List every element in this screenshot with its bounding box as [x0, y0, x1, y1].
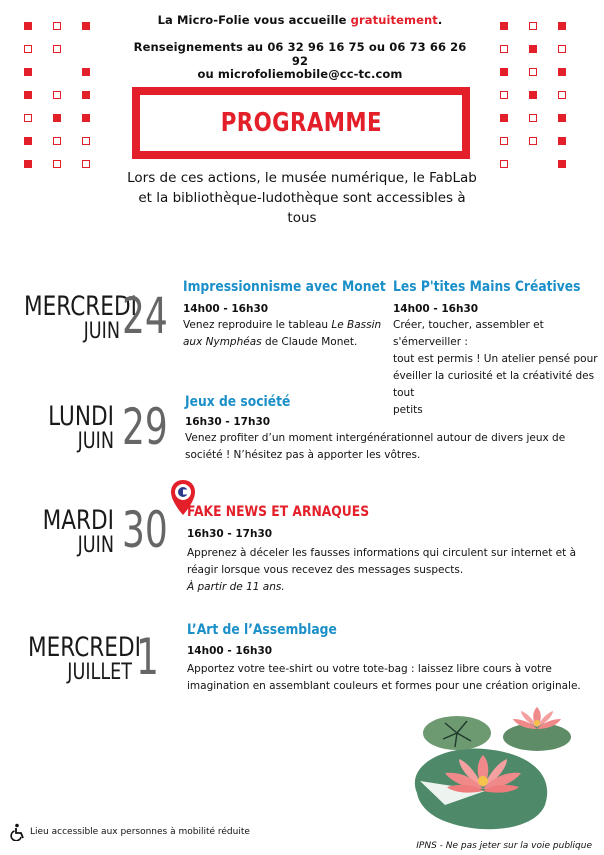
day-name: MARDI [42, 505, 115, 536]
intro-text [120, 168, 484, 228]
square [529, 22, 537, 30]
month-name: JUIN [83, 319, 120, 344]
event-4-title: L’Art de l’Assemblage [187, 622, 337, 638]
event-3-title: FAKE NEWS ET ARNAQUES [187, 504, 370, 520]
desc-line: tout est permis ! Un atelier pensé pour [393, 353, 598, 365]
age-note: À partir de 11 ans. [187, 581, 285, 593]
square [500, 114, 508, 122]
header-line-welcome [130, 13, 470, 27]
square [24, 91, 32, 99]
desc-line: Créer, toucher, assembler et s'émerveiller : [393, 319, 544, 348]
desc-line: imagination en assemblant couleurs et formes pour une création originale. [187, 680, 581, 692]
square [82, 22, 90, 30]
event-2-time: 16h30 - 17h30 [185, 416, 271, 428]
square [558, 22, 566, 30]
event-2-title: Jeux de société [185, 394, 291, 410]
programme-title: PROGRAMME [220, 108, 382, 138]
event-4-day-number: 1 [136, 628, 159, 686]
desc-line: petits [393, 404, 423, 416]
square [529, 45, 537, 53]
ipns-note: IPNS - Ne pas jeter sur la voie publique [416, 841, 592, 851]
square [82, 68, 90, 76]
intro-line: et la bibliothèque-ludothèque sont accessibles à [138, 190, 466, 206]
month-name: JUILLET [67, 660, 132, 685]
header-line-email: ou microfoliemobile@cc-tc.com [197, 67, 403, 81]
square [24, 160, 32, 168]
desc-text: Venez reproduire le tableau [183, 319, 332, 331]
accessibility-note [10, 823, 250, 841]
event-1a-title: Impressionnisme avec Monet [183, 279, 386, 295]
desc-line: société ! N’hésitez pas à apporter les vôtres. [185, 449, 421, 461]
event-4-time: 14h00 - 16h30 [187, 645, 273, 657]
water-lily-illustration [405, 705, 580, 835]
desc-line: Venez profiter d’un moment intergénérationnel autour de divers jeux de [185, 432, 566, 444]
event-3-description [187, 545, 587, 596]
square [24, 45, 32, 53]
square [558, 160, 566, 168]
desc-line: Apprenez à déceler les fausses informations qui circulent sur internet et à [187, 547, 577, 559]
intro-line: Lors de ces actions, le musée numérique, le FabLab [127, 170, 477, 186]
square [558, 137, 566, 145]
desc-italic: aux Nymphéas [183, 336, 262, 348]
square [53, 114, 61, 122]
square [82, 160, 90, 168]
square [558, 45, 566, 53]
event-1b-time: 14h00 - 16h30 [393, 303, 479, 315]
event-1b-title: Les P'tites Mains Créatives [393, 279, 581, 295]
square [82, 137, 90, 145]
square [558, 114, 566, 122]
square [500, 160, 508, 168]
square [24, 114, 32, 122]
accessibility-text: Lieu accessible aux personnes à mobilité réduite [30, 827, 250, 837]
square [529, 91, 537, 99]
desc-line: Apportez votre tee-shirt ou votre tote-bag : laissez libre cours à votre [187, 663, 552, 675]
square [500, 22, 508, 30]
event-2-date [14, 403, 114, 453]
desc-text: de Claude Monet. [261, 336, 358, 348]
square [529, 137, 537, 145]
day-name: MERCREDI [24, 291, 137, 322]
month-name: JUIN [77, 429, 114, 454]
header-line-phone: Renseignements au 06 32 96 16 75 ou 06 73 66 26 92 [133, 40, 467, 68]
event-2-description [185, 430, 585, 464]
event-3-date [14, 507, 114, 557]
square [558, 91, 566, 99]
desc-line: réagir lorsque vous recevez des messages suspects. [187, 564, 464, 576]
event-4-description [187, 661, 587, 695]
wheelchair-icon [10, 823, 28, 841]
square [500, 68, 508, 76]
event-1-date [0, 291, 137, 344]
desc-italic: Le Bassin [331, 319, 382, 331]
day-name: MERCREDI [28, 632, 141, 663]
square [53, 22, 61, 30]
square [53, 91, 61, 99]
event-2-day-number: 29 [122, 398, 168, 456]
square [82, 114, 90, 122]
square [53, 45, 61, 53]
square [24, 22, 32, 30]
square [53, 137, 61, 145]
square [500, 45, 508, 53]
square [529, 68, 537, 76]
month-name: JUIN [77, 533, 114, 558]
event-1b-description [393, 317, 598, 419]
square [24, 137, 32, 145]
event-3-day-number: 30 [122, 501, 168, 559]
welcome-suffix: . [437, 13, 443, 27]
free-emphasis: gratuitement [350, 13, 438, 27]
day-name: LUNDI [48, 401, 114, 432]
square [529, 114, 537, 122]
square [24, 68, 32, 76]
event-4-date [2, 632, 141, 685]
square [53, 160, 61, 168]
programme-title-box [132, 87, 470, 159]
event-1-day-number: 24 [122, 287, 168, 345]
square [500, 137, 508, 145]
event-1a-description [183, 317, 383, 351]
event-3-time: 16h30 - 17h30 [187, 528, 273, 540]
square [500, 91, 508, 99]
desc-line: éveiller la curiosité et la créativité des tout [393, 370, 595, 399]
event-1a-time: 14h00 - 16h30 [183, 303, 269, 315]
intro-line: tous [287, 210, 317, 226]
square [82, 91, 90, 99]
welcome-text: La Micro-Folie vous accueille [157, 13, 351, 27]
square [558, 68, 566, 76]
